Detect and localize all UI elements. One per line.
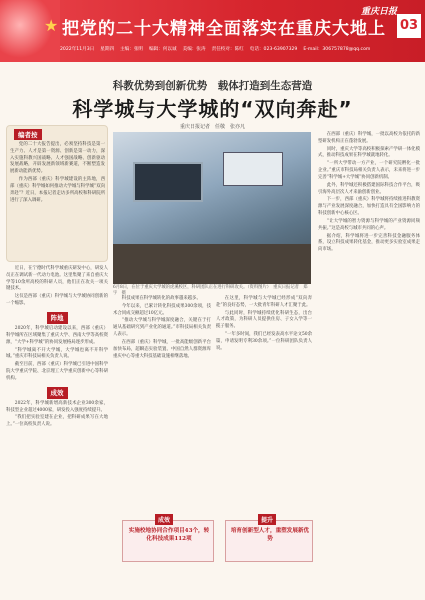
masthead-meta-item: 2022年11月3日: [60, 47, 95, 52]
flag-icon: ★: [44, 16, 59, 35]
article-photo: [113, 132, 311, 284]
body-paragraph: 在这里，科学城与大学城已经形成“双向奔赴”的良好态势，一大批青年科研人才汇聚于此。: [216, 296, 312, 308]
masthead-meta-item: E-mail：306757878@qq.com: [303, 47, 371, 52]
newspaper-brand: 重庆日报: [360, 7, 397, 17]
body-paragraph: 截至目前，西部（重庆）科学城已引进中国科学院大学重庆学院、北京理工大学重庆创新中心等科研机构。: [6, 362, 108, 381]
body-paragraph: 下一步，西部（重庆）科学城将持续推进科教资源与产业发展深度融合，加快打造具有全国影响力的科技创新中心核心区。: [318, 197, 420, 217]
body-paragraph: “我们把实验室建在企业，把科研成果写在大地上。”一位高校负责人说。: [6, 415, 108, 428]
body-paragraph: “一所大学带动一方产业，一个研究院孵化一批企业。”重庆市科技局相关负责人表示，未来将进一步完善“科学城+大学城”协同创新机制。: [318, 161, 420, 180]
body-paragraph: 今年以来，已累计转化科技成果300余项，技术合同成交额超过10亿元。: [113, 303, 211, 316]
highlight-label: 提升: [258, 514, 276, 525]
article-column-4: [318, 132, 420, 255]
lead-paragraph: 作为西部（重庆）科学城建设的主阵地，西部（重庆）科学城如何推动大学城与科学城“双向奔赴”？近日，本报记者走访多所高校和科研院所进行了深入调研。: [10, 177, 105, 203]
section-label: 阵地: [47, 312, 68, 324]
body-paragraph: “让大学城的智力资源与科学城的产业资源同频共振。”这是高校与城市共同的心声。: [318, 218, 420, 231]
photo-monitor: [133, 162, 203, 202]
highlight-text: 培育创新型人才，重塑发展新优势: [230, 528, 310, 542]
masthead-meta: [60, 46, 422, 52]
masthead-meta-item: 责任校对：陈红: [211, 47, 244, 52]
lead-paragraph: 党的二十大报告提出，必须坚持科技是第一生产力、人才是第一资源、创新是第一动力，深入实施科教兴国战略、人才强国战略、创新驱动发展战略，开辟发展新领域新赛道，不断塑造发展新动能新优势。: [10, 142, 105, 175]
body-paragraph: 2020年，科学城启动建设以来，西部（重庆）科学城所在区域聚集了重庆大学、西南大学等高校资源，“大学+科学城”的协同发展格局逐步形成。: [6, 326, 108, 345]
article-byline: 重庆日报记者 任敬 张亦凡: [179, 124, 245, 130]
body-paragraph: 近日，在宁德时代科学城重庆研发中心，研发人员正在调试新一代动力电池。这里集聚了来自重庆大学等10余所高校的科研人员，他们正在攻关一项关键技术。: [6, 266, 108, 292]
article-subhead: 科教优势到创新优势 载体打造到生态营造: [112, 80, 313, 92]
body-paragraph: 2022年，科学城新增高新技术企业300余家，科技型企业超过4000家，研发投入强度持续提升。: [6, 400, 108, 413]
masthead-meta-item: 主编：张明: [120, 47, 144, 52]
article-headline: 科学城与大学城的“双向奔赴”: [72, 97, 353, 121]
article-column-2: [113, 296, 211, 361]
highlight-text: 实施校地协同合作项目43个，转化科技成果112项: [128, 528, 210, 542]
body-paragraph: “科学城离不开大学城，大学城也离不开科学城。”重庆市科技局相关负责人说。: [6, 347, 108, 360]
masthead-meta-item: 星期四: [100, 47, 115, 52]
body-paragraph: 这仅是西部（重庆）科学城与大学城协同创新的一个缩影。: [6, 294, 108, 307]
body-paragraph: “一年多时间，我们已经发表高水平论文50余篇，申请发明专利30余项。”一位科研团队负责人说。: [216, 332, 312, 351]
banner-title: 把党的二十大精神全面落实在重庆大地上: [62, 19, 386, 39]
masthead-meta-item: 电话：023-63907329: [249, 47, 298, 52]
body-paragraph: “推动大学城与科学城深度融合，关键在于打通从基础研究到产业化的通道。”市科技局相关负责人表示。: [113, 318, 211, 338]
lead-text: [10, 142, 105, 205]
body-paragraph: 在西部（重庆）科学城，一批以高校为依托的新型研发机构正在蓬勃发展。: [318, 132, 420, 144]
highlight-label: 成效: [155, 514, 173, 525]
photo-screen: [223, 152, 283, 186]
body-paragraph: 据介绍，科学城将进一步完善科技金融服务体系，设立科技成果转化基金，推动更多实验室成果走向市场。: [318, 233, 420, 253]
body-paragraph: 此外，科学城还积极搭建国际科技合作平台，吸引海外高层次人才来渝创新创业。: [318, 182, 420, 195]
photo-desk: [113, 244, 311, 284]
article-column-1: [6, 266, 108, 430]
body-paragraph: 在西部（重庆）科学城，一批高能级创新平台加快布局，超瞬态实验装置、中国自然人群资源库重庆中心等重大科技基础设施相继落地。: [113, 339, 211, 359]
body-paragraph: 同时，重庆大学等高校积极探索产学研一体化模式，推动科技成果在科学城就地转化。: [318, 146, 420, 159]
lead-label: 编者按: [14, 129, 42, 140]
body-paragraph: 科技成果在科学城转化的故事越来越多。: [121, 296, 201, 301]
photo-caption: 6月8日，在位于重庆大学城的虎溪校区，科研团队正在进行科研攻关。（资料图片） 重庆日报记者 郑宇 摄: [113, 285, 308, 296]
article-column-3: [216, 296, 312, 354]
section-label: 成效: [47, 387, 68, 399]
body-paragraph: 与此同时，科学城持续优化科研生态，出台人才政策，为科研人员提供住房、子女入学等一揽子服务。: [216, 310, 312, 330]
masthead-meta-item: 编辑：何以诚: [149, 47, 177, 52]
masthead-meta-item: 美编：张涛: [182, 47, 206, 52]
page-number: 03: [397, 14, 421, 38]
